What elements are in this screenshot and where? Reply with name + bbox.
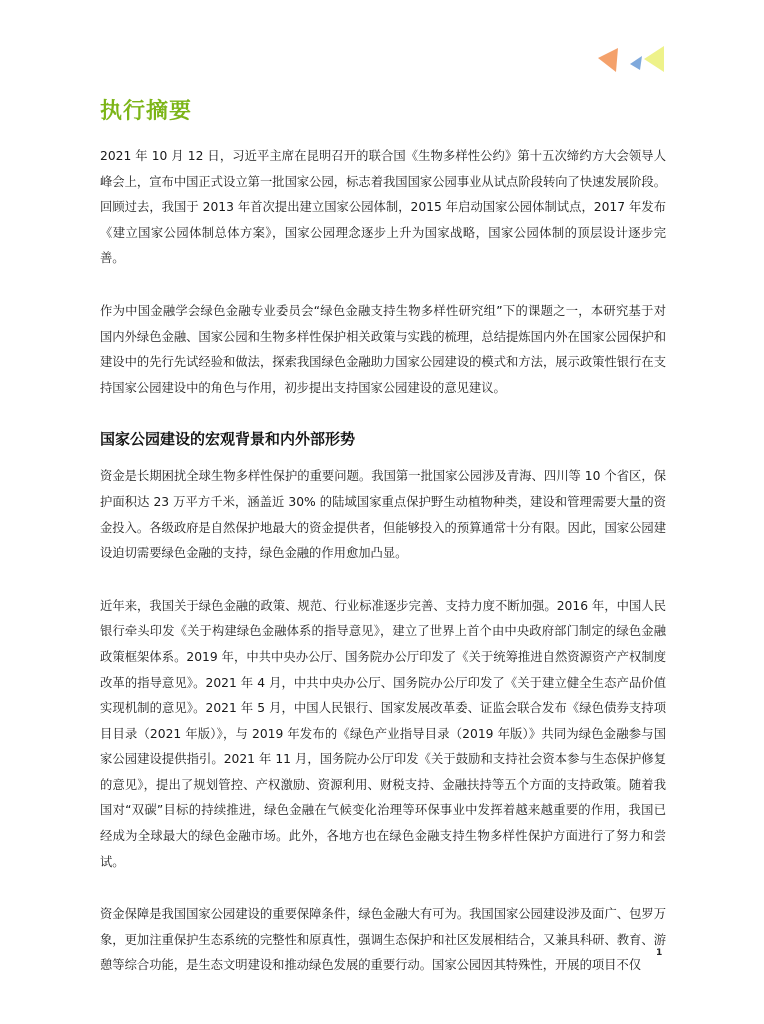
yellow-triangle-icon: [644, 46, 664, 72]
intro-paragraph-2: 作为中国金融学会绿色金融专业委员会“绿色金融支持生物多样性研究组”下的课题之一，本研究基于对国内外绿色金融、国家公园和生物多样性保护相关政策与实践的梳理，总结提炼国内外在国家公园保护和建设中的先行先试经验和做法，探索我国绿色金融助力国家公园建设的模式和方法，展示政策性银行在支持国家公园建设中的角色与作用，初步提出支持国家公园建设的意见建议。: [100, 303, 666, 395]
section-paragraph-3: 资金保障是我国国家公园建设的重要保障条件，绿色金融大有可为。我国国家公园建设涉及面广、包罗万象，更加注重保护生态系统的完整性和原真性，强调生态保护和社区发展相结合，又兼具科研、教育、游憩等综合功能，是生态文明建设和推动绿色发展的重要行动。国家公园因其特殊性，开展的项目不仅: [100, 907, 666, 973]
section-heading: 国家公园建设的宏观背景和内外部形势: [100, 430, 356, 449]
section-paragraph-2: 近年来，我国关于绿色金融的政策、规范、行业标准逐步完善、支持力度不断加强。2016 年，中国人民银行牵头印发《关于构建绿色金融体系的指导意见》，建立了世界上首个由中央政府部门制定的绿色金融政策框架体系。2019 年，中共中央办公厅、国务院办公厅印发了《关于统筹推进自然资源资产产权制度改革的指导意见》。2021 年 4 月，中共中央办公厅、国务院办公厅印发了《关于建立健全生态产品价值实现机制的意见》。2021 年 5 月，中国人民银行、国家发展改革委、证监会联合发布《绿色债券支持项目目录（2021 年版）》，与 2019 年发布的《绿色产业指导目录（2019 年版）》共同为绿色金融参与国家公园建设提供指引。2021 年 11 月，国务院办公厅印发《关于鼓励和支持社会资本参与生态保护修复的意见》，提出了规划管控、产权激励、资源利用、财税支持、金融扶持等五个方面的支持政策。随着我国对“双碳”目标的持续推进，绿色金融在气候变化治理等环保事业中发挥着越来越重要的作用，我国已经成为全球最大的绿色金融市场。此外，各地方也在绿色金融支持生物多样性保护方面进行了努力和尝试。: [100, 598, 666, 869]
page-title: 执行摘要: [100, 99, 193, 124]
decorative-triangles-icon: [594, 42, 674, 76]
page-number: 1: [656, 948, 663, 958]
orange-triangle-icon: [598, 48, 618, 72]
intro-paragraph-1: 2021 年 10 月 12 日，习近平主席在昆明召开的联合国《生物多样性公约》第十五次缔约方大会领导人峰会上，宣布中国正式设立第一批国家公园，标志着我国国家公园事业从试点阶段转向了快速发展阶段。回顾过去，我国于 2013 年首次提出建立国家公园体制，2015 年启动国家公园体制试点，2017 年发布《建立国家公园体制总体方案》，国家公园理念逐步上升为国家战略，国家公园体制的顶层设计逐步完善。: [100, 149, 666, 266]
blue-triangle-icon: [630, 56, 642, 70]
section-paragraph-1: 资金是长期困扰全球生物多样性保护的重要问题。我国第一批国家公园涉及青海、四川等 10 个省区，保护面积达 23 万平方千米，涵盖近 30% 的陆域国家重点保护野生动植物种类，建设和管理需要大量的资金投入。各级政府是自然保护地最大的资金提供者，但能够投入的预算通常十分有限。因此，国家公园建设迫切需要绿色金融的支持，绿色金融的作用愈加凸显。: [100, 469, 666, 561]
body-content: [100, 144, 666, 1006]
